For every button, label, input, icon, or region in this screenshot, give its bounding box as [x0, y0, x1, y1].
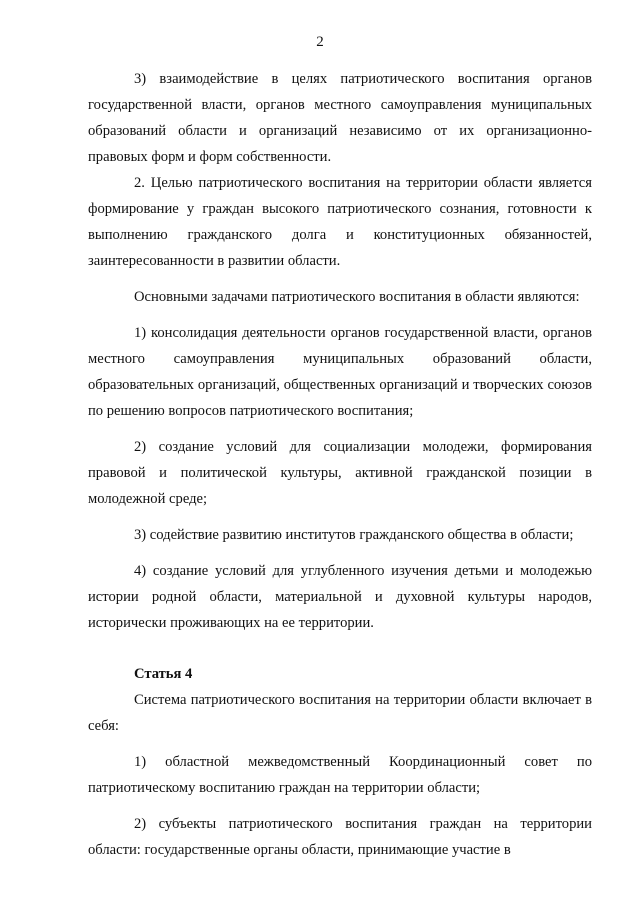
page-number: 2 — [316, 34, 324, 50]
paragraph-task-3: 3) содействие развитию институтов гражданского общества в области; — [134, 527, 574, 543]
paragraph-system-intro: Система патриотического воспитания на территории области включает в себя: — [88, 692, 592, 734]
document-body — [88, 66, 592, 863]
article-heading: Статья 4 — [134, 666, 193, 682]
paragraph-item-3-interaction: 3) взаимодействие в целях патриотического воспитания органов государственной власти, органов местного самоуправления муниципальных образований области и организаций независимо от их организационно-правовых форм и форм собственности. — [88, 71, 592, 165]
paragraph-tasks-intro: Основными задачами патриотического воспитания в области являются: — [134, 289, 580, 305]
paragraph-system-1: 1) областной межведомственный Координационный совет по патриотическому воспитанию граждан на территории области; — [88, 754, 592, 796]
paragraph-goal: 2. Целью патриотического воспитания на территории области является формирование у граждан высокого патриотического сознания, готовности к выполнению гражданского долга и конституционных обязанностей, заинтересованности в развитии области. — [88, 175, 592, 269]
paragraph-system-2: 2) субъекты патриотического воспитания граждан на территории области: государственные органы области, принимающие участие в — [88, 816, 592, 858]
paragraph-task-1: 1) консолидация деятельности органов государственной власти, органов местного самоуправления муниципальных образований области, образовательных организаций, общественных организаций и творческих союзов по решению вопросов патриотического воспитания; — [88, 325, 592, 419]
paragraph-task-2: 2) создание условий для социализации молодежи, формирования правовой и политической культуры, активной гражданской позиции в молодежной среде; — [88, 439, 592, 507]
paragraph-task-4: 4) создание условий для углубленного изучения детьми и молодежью истории родной области, материальной и духовной культуры народов, исторически проживающих на ее территории. — [88, 563, 592, 631]
